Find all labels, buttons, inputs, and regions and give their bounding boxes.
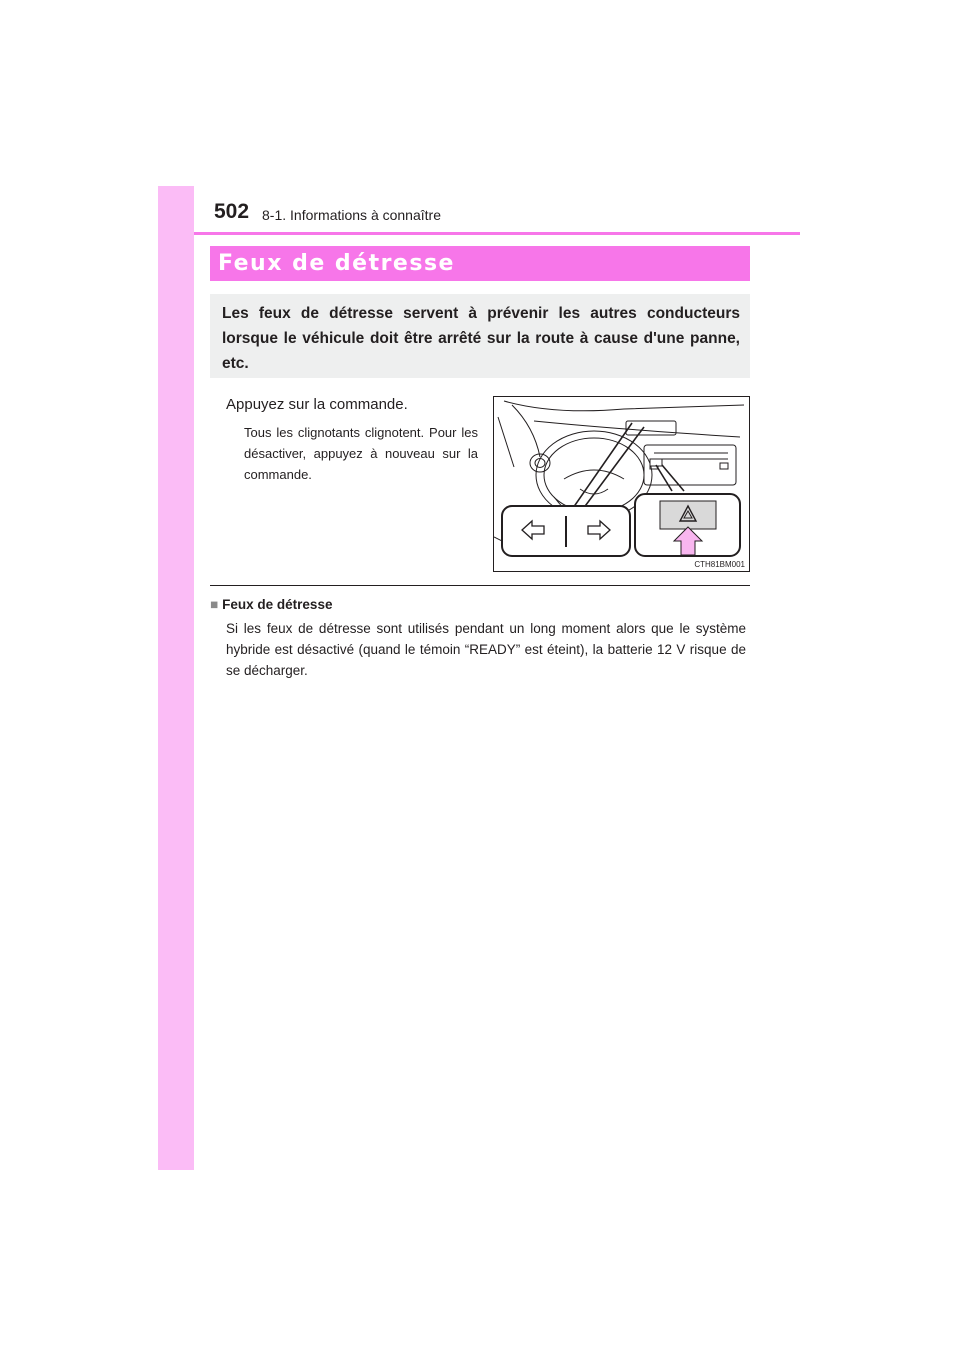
note-heading bbox=[210, 597, 332, 612]
side-tab-band bbox=[158, 186, 194, 1170]
section-label: 8-1. Informations à connaître bbox=[262, 207, 441, 223]
note-marker: ■ bbox=[210, 597, 219, 612]
page-title: Feux de détresse bbox=[218, 251, 455, 276]
illustration-code: CTH81BM001 bbox=[694, 560, 745, 569]
title-bar bbox=[210, 246, 750, 281]
dashboard-drawing bbox=[494, 397, 749, 571]
dashboard-illustration bbox=[493, 396, 750, 572]
intro-box bbox=[210, 294, 750, 378]
section-divider bbox=[210, 585, 750, 586]
step-instruction: Appuyez sur la commande. bbox=[226, 396, 408, 413]
step-detail: Tous les clignotants clignotent. Pour les désactiver, appuyez à nouveau sur la commande. bbox=[244, 425, 478, 482]
header-rule bbox=[194, 232, 800, 235]
intro-text: Les feux de détresse servent à prévenir les autres conducteurs lorsque le véhicule doit être arrêté sur la route à cause d'une panne, etc. bbox=[222, 305, 740, 372]
page-number: 502 bbox=[214, 200, 250, 223]
note-body: Si les feux de détresse sont utilisés pendant un long moment alors que le système hybride est désactivé (quand le témoin “READY” est éteint), la batterie 12 V risque de se décharger. bbox=[226, 621, 746, 678]
note-heading-text: Feux de détresse bbox=[222, 597, 333, 612]
